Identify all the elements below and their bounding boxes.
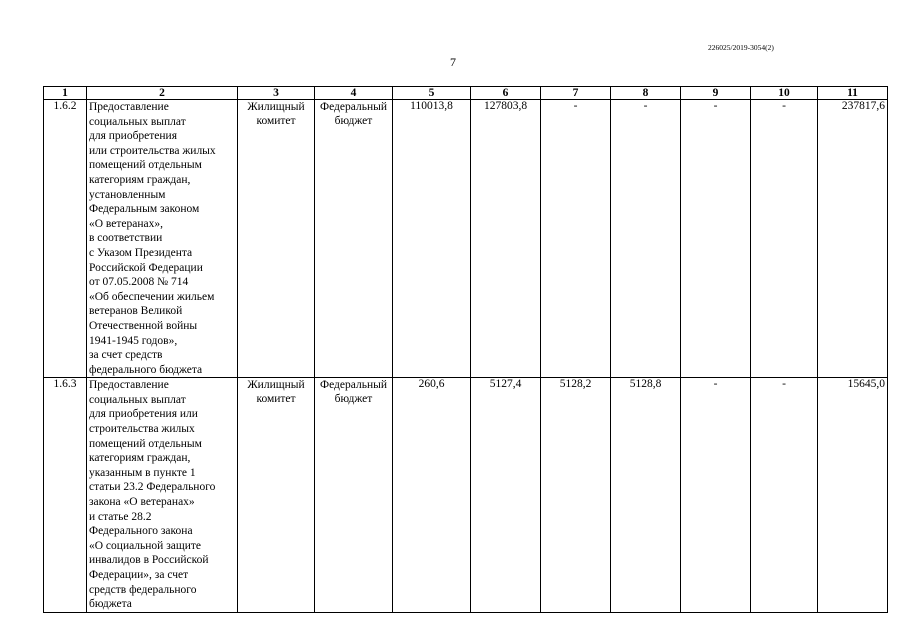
value-col-10: -	[751, 100, 818, 378]
value-col-8: 5128,8	[611, 378, 681, 613]
column-header: 6	[471, 87, 541, 100]
value-col-8: -	[611, 100, 681, 378]
row-executor	[238, 378, 315, 613]
column-header: 4	[315, 87, 393, 100]
value-col-9: -	[681, 100, 751, 378]
table-row	[44, 378, 888, 613]
desc-line: строительства жилых	[89, 423, 195, 436]
row-description	[87, 378, 238, 613]
desc-line: инвалидов в Российской	[89, 554, 209, 567]
desc-line: Отечественной войны	[89, 319, 198, 332]
page-number: 7	[450, 55, 456, 69]
row-description	[87, 100, 238, 378]
column-header: 3	[238, 87, 315, 100]
value-col-11-total: 15645,0	[818, 378, 888, 613]
value-col-5: 260,6	[393, 378, 471, 613]
executor-line: Жилищный	[247, 101, 305, 113]
desc-line: статьи 23.2 Федерального	[89, 481, 216, 494]
desc-line: категориям граждан,	[89, 173, 191, 186]
source-line: Федеральный	[320, 101, 387, 113]
desc-line: ветеранов Великой	[89, 305, 183, 318]
column-header: 5	[393, 87, 471, 100]
desc-line: федерального бюджета	[89, 363, 203, 376]
desc-line: Предоставление	[89, 379, 169, 392]
source-line: Федеральный	[320, 379, 387, 392]
desc-line: 1941-1945 годов»,	[89, 334, 178, 347]
desc-line: средств федерального	[89, 583, 197, 596]
value-col-6: 5127,4	[471, 378, 541, 613]
desc-line: для приобретения	[89, 130, 177, 143]
desc-line: Российской Федерации	[89, 261, 203, 274]
column-header: 7	[541, 87, 611, 100]
value-col-5: 110013,8	[393, 100, 471, 378]
desc-line: помещений отдельным	[89, 437, 202, 450]
desc-line: Предоставление	[89, 101, 169, 113]
column-header: 1	[44, 87, 87, 100]
desc-line: социальных выплат	[89, 393, 186, 406]
value-col-10: -	[751, 378, 818, 613]
desc-line: помещений отдельным	[89, 159, 202, 172]
row-executor	[238, 100, 315, 378]
desc-line: «Об обеспечении жильем	[89, 290, 215, 303]
desc-line: закона «О ветеранах»	[89, 496, 195, 509]
column-header: 11	[818, 87, 888, 100]
column-header: 2	[87, 87, 238, 100]
executor-line: комитет	[256, 115, 296, 127]
executor-line: комитет	[256, 393, 296, 406]
value-col-7: -	[541, 100, 611, 378]
budget-table	[43, 86, 888, 613]
desc-line: Федерального закона	[89, 525, 193, 538]
desc-line: «О социальной защите	[89, 539, 202, 552]
desc-line: и статье 28.2	[89, 510, 152, 523]
row-funding-source	[315, 378, 393, 613]
desc-line: за счет средств	[89, 349, 163, 362]
column-header: 8	[611, 87, 681, 100]
value-col-6: 127803,8	[471, 100, 541, 378]
executor-line: Жилищный	[247, 379, 305, 392]
desc-line: для приобретения или	[89, 408, 198, 421]
value-col-7: 5128,2	[541, 378, 611, 613]
desc-line: «О ветеранах»,	[89, 217, 164, 230]
column-header: 10	[751, 87, 818, 100]
value-col-11-total: 237817,6	[818, 100, 888, 378]
desc-line: категориям граждан,	[89, 452, 191, 465]
desc-line: указанным в пункте 1	[89, 466, 196, 479]
row-number: 1.6.2	[44, 100, 87, 378]
desc-line: или строительства жилых	[89, 144, 216, 157]
table-row	[44, 100, 888, 378]
desc-line: бюджета	[89, 598, 132, 611]
desc-line: в соответствии	[89, 232, 163, 245]
desc-line: с Указом Президента	[89, 246, 193, 259]
row-number: 1.6.3	[44, 378, 87, 613]
desc-line: Федеральным законом	[89, 203, 200, 216]
source-line: бюджет	[334, 115, 373, 127]
source-line: бюджет	[334, 393, 373, 406]
desc-line: от 07.05.2008 № 714	[89, 276, 189, 289]
desc-line: установленным	[89, 188, 166, 201]
value-col-9: -	[681, 378, 751, 613]
desc-line: социальных выплат	[89, 115, 186, 128]
column-header: 9	[681, 87, 751, 100]
header-row	[44, 87, 888, 100]
document-id: 226025/2019-3054(2)	[708, 43, 774, 52]
row-funding-source	[315, 100, 393, 378]
desc-line: Федерации», за счет	[89, 569, 189, 581]
